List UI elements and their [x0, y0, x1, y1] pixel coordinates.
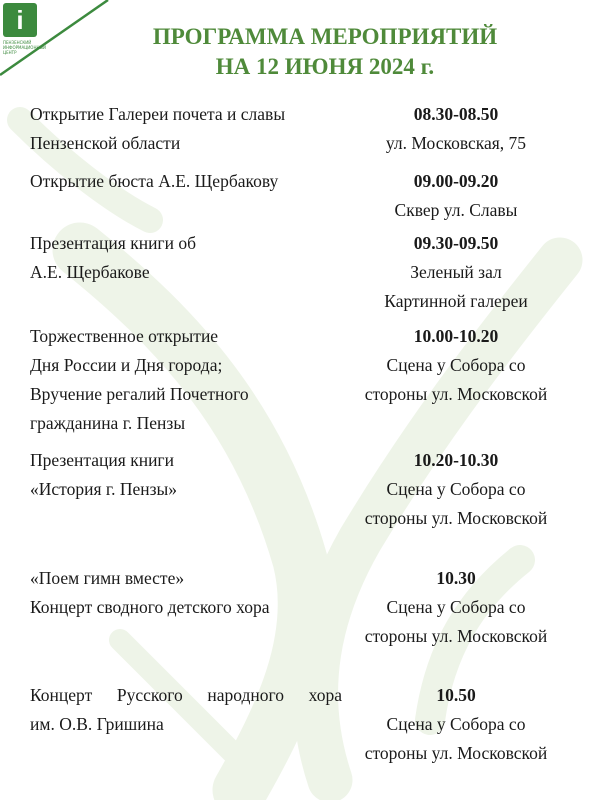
event-details	[342, 446, 570, 533]
logo-caption-line: ПЕНЗЕНСКИЙ	[3, 40, 32, 45]
event-time: 09.00-09.20	[413, 171, 499, 191]
event-time: 09.30-09.50	[413, 233, 499, 253]
event-name-line: А.Е. Щербакове	[30, 262, 150, 282]
event-place: Картинной галереи	[384, 291, 528, 311]
event-item	[30, 446, 570, 533]
event-name	[30, 167, 342, 225]
event-item	[30, 100, 570, 159]
event-place: стороны ул. Московской	[364, 384, 548, 404]
event-item	[30, 167, 570, 225]
event-name-line: Концерт Русского народного хора	[30, 685, 342, 705]
event-details	[342, 100, 570, 159]
event-place: стороны ул. Московской	[364, 743, 548, 763]
event-item	[30, 322, 570, 438]
event-name-line: Пензенской области	[30, 133, 181, 153]
event-name	[30, 564, 342, 651]
event-time: 10.30	[436, 568, 476, 588]
event-item	[30, 564, 570, 651]
event-name-line: Торжественное открытие	[30, 326, 219, 346]
event-place: Зеленый зал	[410, 262, 502, 282]
event-details	[342, 564, 570, 651]
event-time: 08.30-08.50	[413, 104, 499, 124]
event-time: 10.20-10.30	[413, 450, 499, 470]
event-name	[30, 446, 342, 533]
event-place: Сцена у Собора со	[386, 355, 526, 375]
event-name	[30, 100, 342, 159]
event-name	[30, 681, 342, 768]
event-name-line: Вручение регалий Почетного	[30, 384, 249, 404]
page-title	[80, 22, 570, 82]
event-name-line: Презентация книги об	[30, 233, 197, 253]
event-name-line: Дня России и Дня города;	[30, 355, 223, 375]
logo-caption	[3, 40, 53, 55]
event-name-line: «История г. Пензы»	[30, 479, 178, 499]
event-name-line: Открытие Галереи почета и славы	[30, 104, 286, 124]
event-details	[342, 322, 570, 438]
event-time: 10.00-10.20	[413, 326, 499, 346]
event-place: Сцена у Собора со	[386, 714, 526, 734]
events-list	[30, 100, 570, 768]
event-details	[342, 167, 570, 225]
info-icon: i	[16, 5, 24, 35]
event-details	[342, 681, 570, 768]
logo-caption-line: ИНФОРМАЦИОННЫЙ	[3, 45, 46, 50]
event-place: ул. Московская, 75	[385, 133, 527, 153]
event-time: 10.50	[436, 685, 476, 705]
event-name	[30, 229, 342, 316]
event-place: Сцена у Собора со	[386, 479, 526, 499]
event-place: стороны ул. Московской	[364, 626, 548, 646]
event-place: Сквер ул. Славы	[394, 200, 518, 220]
event-name-line: Презентация книги	[30, 450, 174, 470]
event-name-line: Открытие бюста А.Е. Щербакову	[30, 171, 279, 191]
event-name	[30, 322, 342, 438]
page-title-line: ПРОГРАММА МЕРОПРИЯТИЙ	[152, 24, 498, 49]
event-name-line: им. О.В. Гришина	[30, 714, 164, 734]
event-name-line: Концерт сводного детского хора	[30, 597, 270, 617]
event-name-line: «Поем гимн вместе»	[30, 568, 185, 588]
event-name-line: гражданина г. Пензы	[30, 413, 186, 433]
event-place: стороны ул. Московской	[364, 508, 548, 528]
event-item	[30, 229, 570, 316]
event-item	[30, 681, 570, 768]
info-logo	[3, 3, 37, 37]
event-details	[342, 229, 570, 316]
page-title-line: НА 12 ИЮНЯ 2024 г.	[215, 54, 435, 79]
event-place: Сцена у Собора со	[386, 597, 526, 617]
logo-caption-line: ЦЕНТР	[3, 50, 17, 55]
